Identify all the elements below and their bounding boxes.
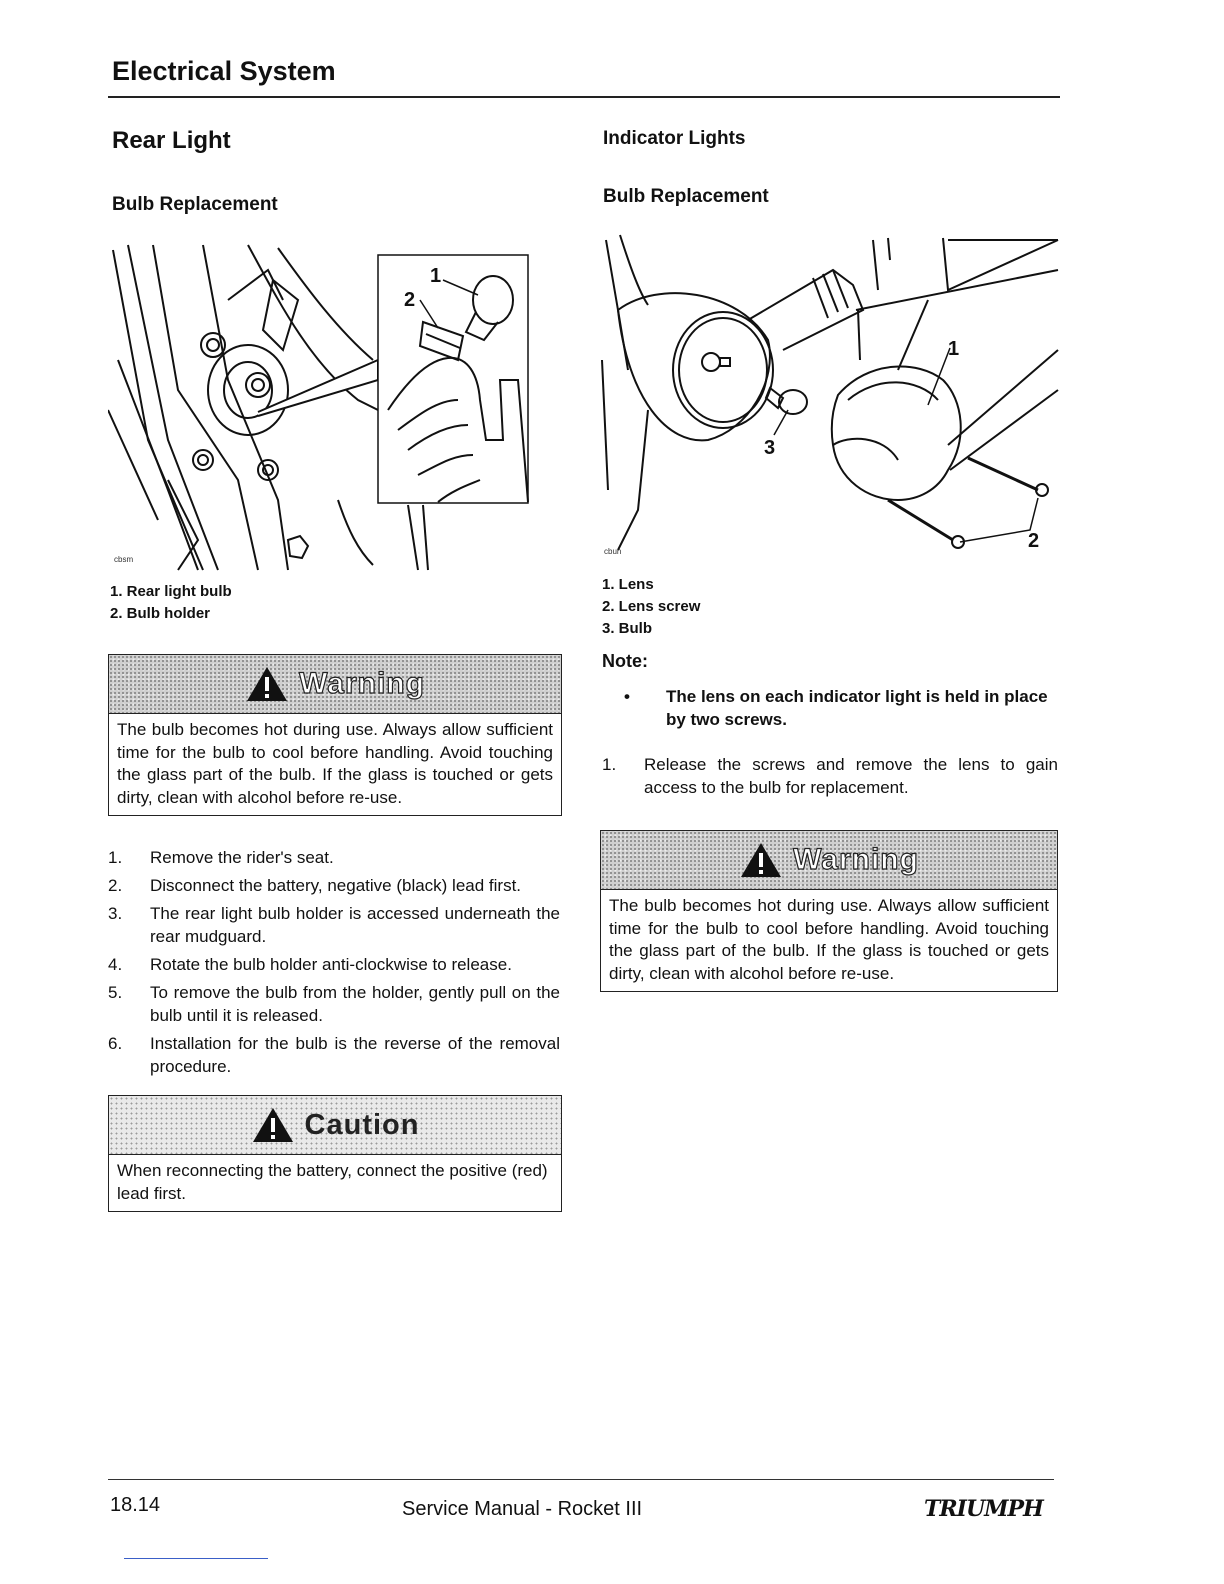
warning-triangle-icon [245, 665, 289, 703]
indicator-warning-box [600, 830, 1058, 992]
header-rule [108, 96, 1060, 98]
step-1: 1. Release the screws and remove the lens to gain access to the bulb for replacement. [602, 755, 1058, 797]
callout-3: 3 [764, 437, 776, 459]
rear-light-steps [108, 846, 560, 1083]
warning-header [601, 831, 1057, 889]
warning-text: The bulb becomes hot during use. Always allow sufficient time for the bulb to cool before handling. Avoid touching the glass part of the bulb. If the glass is touched or gets dirty, clean with alcohol before re-use. [609, 896, 1049, 983]
callout-1: 1 [430, 265, 442, 287]
footer-rule [108, 1479, 1054, 1480]
section-title: Electrical System [112, 56, 336, 86]
indicator-lights-heading: Indicator Lights [603, 128, 746, 149]
indicator-subheading: Bulb Replacement [603, 186, 769, 207]
caution-text: When reconnecting the battery, connect the positive (red) lead first. [117, 1161, 548, 1203]
caption-bulb: 3. Bulb [602, 620, 653, 637]
step-4: 4. Rotate the bulb holder anti-clockwise to release. [108, 955, 512, 974]
indicator-steps [602, 753, 1058, 804]
step-5: 5. To remove the bulb from the holder, gently pull on the bulb until it is released. [108, 983, 560, 1025]
note-item: • The lens on each indicator light is held in place by two screws. [624, 687, 1048, 729]
rear-light-figure [108, 240, 538, 572]
caption-lens: 1. Lens [602, 576, 654, 593]
caution-label: Caution [304, 1108, 420, 1141]
caution-header [109, 1096, 561, 1154]
note-list [624, 685, 1060, 731]
rear-light-warning-box [108, 654, 562, 816]
note-label: Note: [602, 651, 648, 671]
caution-triangle-icon [251, 1106, 295, 1144]
caption-lens-screw: 2. Lens screw [602, 598, 701, 615]
triumph-logo: TRIUMPH [924, 1496, 1043, 1522]
warning-label: Warning [793, 843, 919, 876]
caption-rear-light-bulb: 1. Rear light bulb [110, 583, 232, 600]
rear-light-subheading: Bulb Replacement [112, 194, 278, 215]
indicator-captions [602, 574, 700, 640]
caption-bulb-holder: 2. Bulb holder [110, 605, 211, 622]
figure-code: cbun [604, 547, 622, 556]
figure-code: cbsm [114, 555, 134, 564]
callout-1: 1 [948, 338, 960, 360]
page-number: 18.14 [110, 1494, 161, 1516]
rear-light-heading: Rear Light [112, 127, 231, 154]
bullet-icon: • [624, 687, 630, 706]
manual-title: Service Manual - Rocket III [402, 1498, 643, 1520]
step-1: 1. Remove the rider's seat. [108, 848, 334, 867]
caution-box [108, 1095, 562, 1212]
warning-text: The bulb becomes hot during use. Always allow sufficient time for the bulb to cool before handling. Avoid touching the glass part of the bulb. If the glass is touched or gets dirty, clean with alcohol before re-use. [117, 720, 553, 807]
step-3: 3. The rear light bulb holder is accessed underneath the rear mudguard. [108, 904, 560, 946]
callout-2: 2 [404, 289, 416, 311]
page-edge-mark [124, 1558, 268, 1559]
step-6: 6. Installation for the bulb is the reverse of the removal procedure. [108, 1034, 560, 1076]
warning-triangle-icon [739, 841, 783, 879]
indicator-figure [598, 230, 1060, 560]
warning-label: Warning [299, 667, 425, 700]
callout-2: 2 [1028, 530, 1040, 552]
step-2: 2. Disconnect the battery, negative (black) lead first. [108, 876, 522, 895]
warning-header [109, 655, 561, 713]
rear-light-captions [110, 581, 232, 625]
